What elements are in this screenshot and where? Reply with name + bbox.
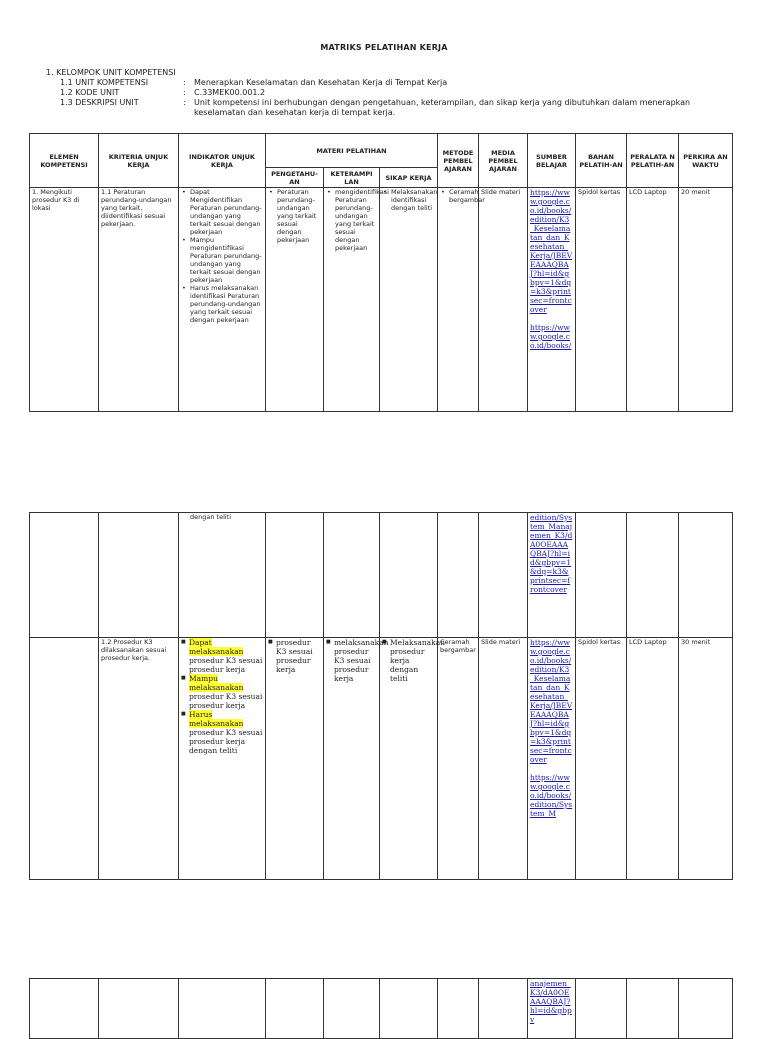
unit-value: Menerapkan Keselamatan dan Kesehatan Kerja di Tempat Kerja	[194, 78, 448, 87]
sumber-cell	[528, 638, 576, 880]
header-perkiraan: PERKIRA AN WAKTU	[679, 134, 733, 188]
header-bahan: BAHAN PELATIH-AN	[576, 134, 627, 188]
colon: :	[183, 88, 186, 97]
colon: :	[183, 78, 186, 87]
keterampilan-cell	[324, 979, 380, 1039]
unit-label: 1.1 UNIT KOMPETENSI	[60, 78, 149, 87]
source-link[interactable]: https://www.google.co.id/books/edition/K3_Keselamatan_dan_Kesehatan_Kerja/JBEVEAAAQBAJ?hl=id&gbpv=1&dq=k3&printsec=frontcover	[530, 638, 573, 764]
header-keterampilan: KETERAMPI LAN	[324, 168, 380, 188]
list-item: • mengidentifikasi Peraturan perundang-undangan yang terkait sesuai dengan pekerjaan	[326, 188, 377, 252]
media-cell	[479, 513, 528, 638]
header-peralatan: PERALATA N PELATIH-AN	[627, 134, 679, 188]
list-item: • Ceramah bergambar	[440, 188, 476, 204]
header-materi: MATERI PELATIHAN	[266, 134, 438, 168]
source-link[interactable]: anajemen_K3/dA0OEAAAQBAJ?hl=id&gbpv	[530, 979, 572, 1024]
list-item: • Mampu mengidentifikasi Peraturan perundang-undangan yang terkait sesuai dengan pekerjaan	[181, 236, 263, 284]
indikator-continued: dengan teliti	[190, 513, 232, 521]
code-label: 1.2 KODE UNIT	[60, 88, 120, 97]
pengetahuan-cell	[266, 513, 324, 638]
header-indikator: INDIKATOR UNJUK KERJA	[179, 134, 266, 188]
sikap-cell	[380, 513, 438, 638]
document-title: MATRIKS PELATIHAN KERJA	[320, 43, 448, 52]
indikator-cell	[179, 638, 266, 880]
metode-cell	[438, 513, 479, 638]
peralatan-cell	[627, 513, 679, 638]
list-item: • Peraturan perundang-undangan yang terkait sesuai dengan pekerjaan	[268, 188, 321, 244]
kriteria-cell: 1.1 Peraturan perundang-undangan yang terkait, diidentifikasi sesuai pekerjaan.	[99, 188, 179, 412]
list-item: ■ prosedur K3 sesuai prosedur kerja	[268, 638, 321, 674]
kriteria-cell	[99, 979, 179, 1039]
indikator-cell	[179, 979, 266, 1039]
highlight: Mampu melaksanakan	[189, 674, 244, 692]
table-row	[30, 188, 733, 412]
bahan-cell	[576, 979, 627, 1039]
description-label: 1.3 DESKRIPSI UNIT	[60, 98, 139, 107]
highlight: Harus melaksanakan	[189, 710, 244, 728]
list-item: • Harus melaksanakan identifikasi Peraturan perundang-undangan yang terkait sesuai dengan pekerjaan	[181, 284, 263, 324]
list-item: • Melaksanakan identifikasi dengan teliti	[382, 188, 435, 212]
header-media: MEDIA PEMBEL AJARAN	[479, 134, 528, 188]
colon: :	[183, 98, 186, 107]
peralatan-cell: LCD Laptop	[627, 188, 679, 412]
list-item: • Dapat Mengidentifikan Peraturan perundang-undangan yang terkait sesuai dengan pekerjaan	[181, 188, 263, 236]
source-link[interactable]: https://www.google.co.id/books/	[530, 323, 572, 350]
header-pengetahuan: PENGETAHU-AN	[266, 168, 324, 188]
elemen-cell	[30, 513, 99, 638]
code-value: C.33MEK00.001.2	[194, 88, 266, 97]
elemen-cell	[30, 979, 99, 1039]
header-sikap: SIKAP KERJA	[380, 168, 438, 188]
training-matrix-continued	[29, 978, 733, 1039]
source-link[interactable]: https://www.google.co.id/books/edition/System_M	[530, 773, 573, 818]
sikap-cell	[380, 188, 438, 412]
group-heading: 1. KELOMPOK UNIT KOMPETENSI	[46, 68, 176, 77]
list-item	[181, 674, 263, 710]
media-cell: Slide materi	[479, 638, 528, 880]
bahan-cell	[576, 513, 627, 638]
sumber-cell	[528, 188, 576, 412]
indikator-cell	[179, 513, 266, 638]
elemen-cell	[30, 638, 99, 880]
table-row	[30, 513, 733, 638]
header-metode: METODE PEMBEL AJARAN	[438, 134, 479, 188]
header-elemen: ELEMEN KOMPETENSI	[30, 134, 99, 188]
pengetahuan-cell	[266, 638, 324, 880]
header-kriteria: KRITERIA UNJUK KERJA	[99, 134, 179, 188]
unit-info	[46, 68, 736, 117]
elemen-cell: 1. Mengikuti prosedur K3 di lokasi	[30, 188, 99, 412]
list-item-text: prosedur K3 sesuai prosedur kerja dengan teliti	[189, 728, 263, 755]
waktu-cell	[679, 979, 733, 1039]
sumber-cell	[528, 979, 576, 1039]
peralatan-cell	[627, 979, 679, 1039]
metode-cell	[438, 979, 479, 1039]
source-link[interactable]: https://www.google.co.id/books/edition/K3_Keselamatan_dan_Kesehatan_Kerja/JBEVEAAAQBAJ?hl=id&gbpv=1&dq=k3&printsec=frontcover	[530, 188, 573, 314]
training-matrix-continued	[29, 512, 733, 880]
pengetahuan-cell	[266, 188, 324, 412]
header-sumber: SUMBER BELAJAR	[528, 134, 576, 188]
indikator-cell	[179, 188, 266, 412]
waktu-cell: 30 menit	[679, 638, 733, 880]
keterampilan-cell	[324, 188, 389, 412]
bahan-cell: Spidol kertas	[576, 638, 627, 880]
metode-cell	[438, 188, 485, 412]
bahan-cell: Spidol kertas	[576, 188, 627, 412]
sumber-cell	[528, 513, 576, 638]
waktu-cell	[679, 513, 733, 638]
source-link[interactable]: edition/System_Manajemen_K3/dA0OEAAAQBAJ?hl=id&gbpv=1&dq=k3&printsec=frontcover	[530, 513, 573, 594]
sikap-cell	[380, 638, 446, 880]
kriteria-cell: 1.2 Prosedur K3 dilaksanakan sesuai prosedur kerja.	[99, 638, 179, 880]
description-value: Unit kompetensi ini berhubungan dengan pengetahuan, keterampilan, dan sikap kerja yang dibutuhkan dalam menerapkan keselamatan dan kesehatan kerja di tempat kerja.	[194, 98, 691, 117]
metode-cell: Ceramah bergambar	[438, 638, 479, 880]
keterampilan-cell	[324, 638, 389, 880]
kriteria-cell	[99, 513, 179, 638]
table-row	[30, 638, 733, 880]
list-item: ■ melaksanakan prosedur K3 sesuai prosedur kerja	[326, 638, 377, 683]
peralatan-cell: LCD Laptop	[627, 638, 679, 880]
list-item	[181, 638, 263, 674]
sikap-cell	[380, 979, 438, 1039]
keterampilan-cell	[324, 513, 380, 638]
list-item	[181, 710, 263, 755]
table-row	[30, 979, 733, 1039]
training-matrix-table	[29, 133, 733, 412]
media-cell: Slide materi	[479, 188, 528, 412]
pengetahuan-cell	[266, 979, 324, 1039]
list-item-text: prosedur K3 sesuai prosedur kerja	[189, 692, 263, 710]
list-item: ■ Melaksanakan prosedur kerja dengan teliti	[382, 638, 435, 683]
highlight: Dapat melaksanakan	[189, 638, 244, 656]
media-cell	[479, 979, 528, 1039]
list-item-text: prosedur K3 sesuai prosedur kerja	[189, 656, 263, 674]
waktu-cell: 20 menit	[679, 188, 733, 412]
